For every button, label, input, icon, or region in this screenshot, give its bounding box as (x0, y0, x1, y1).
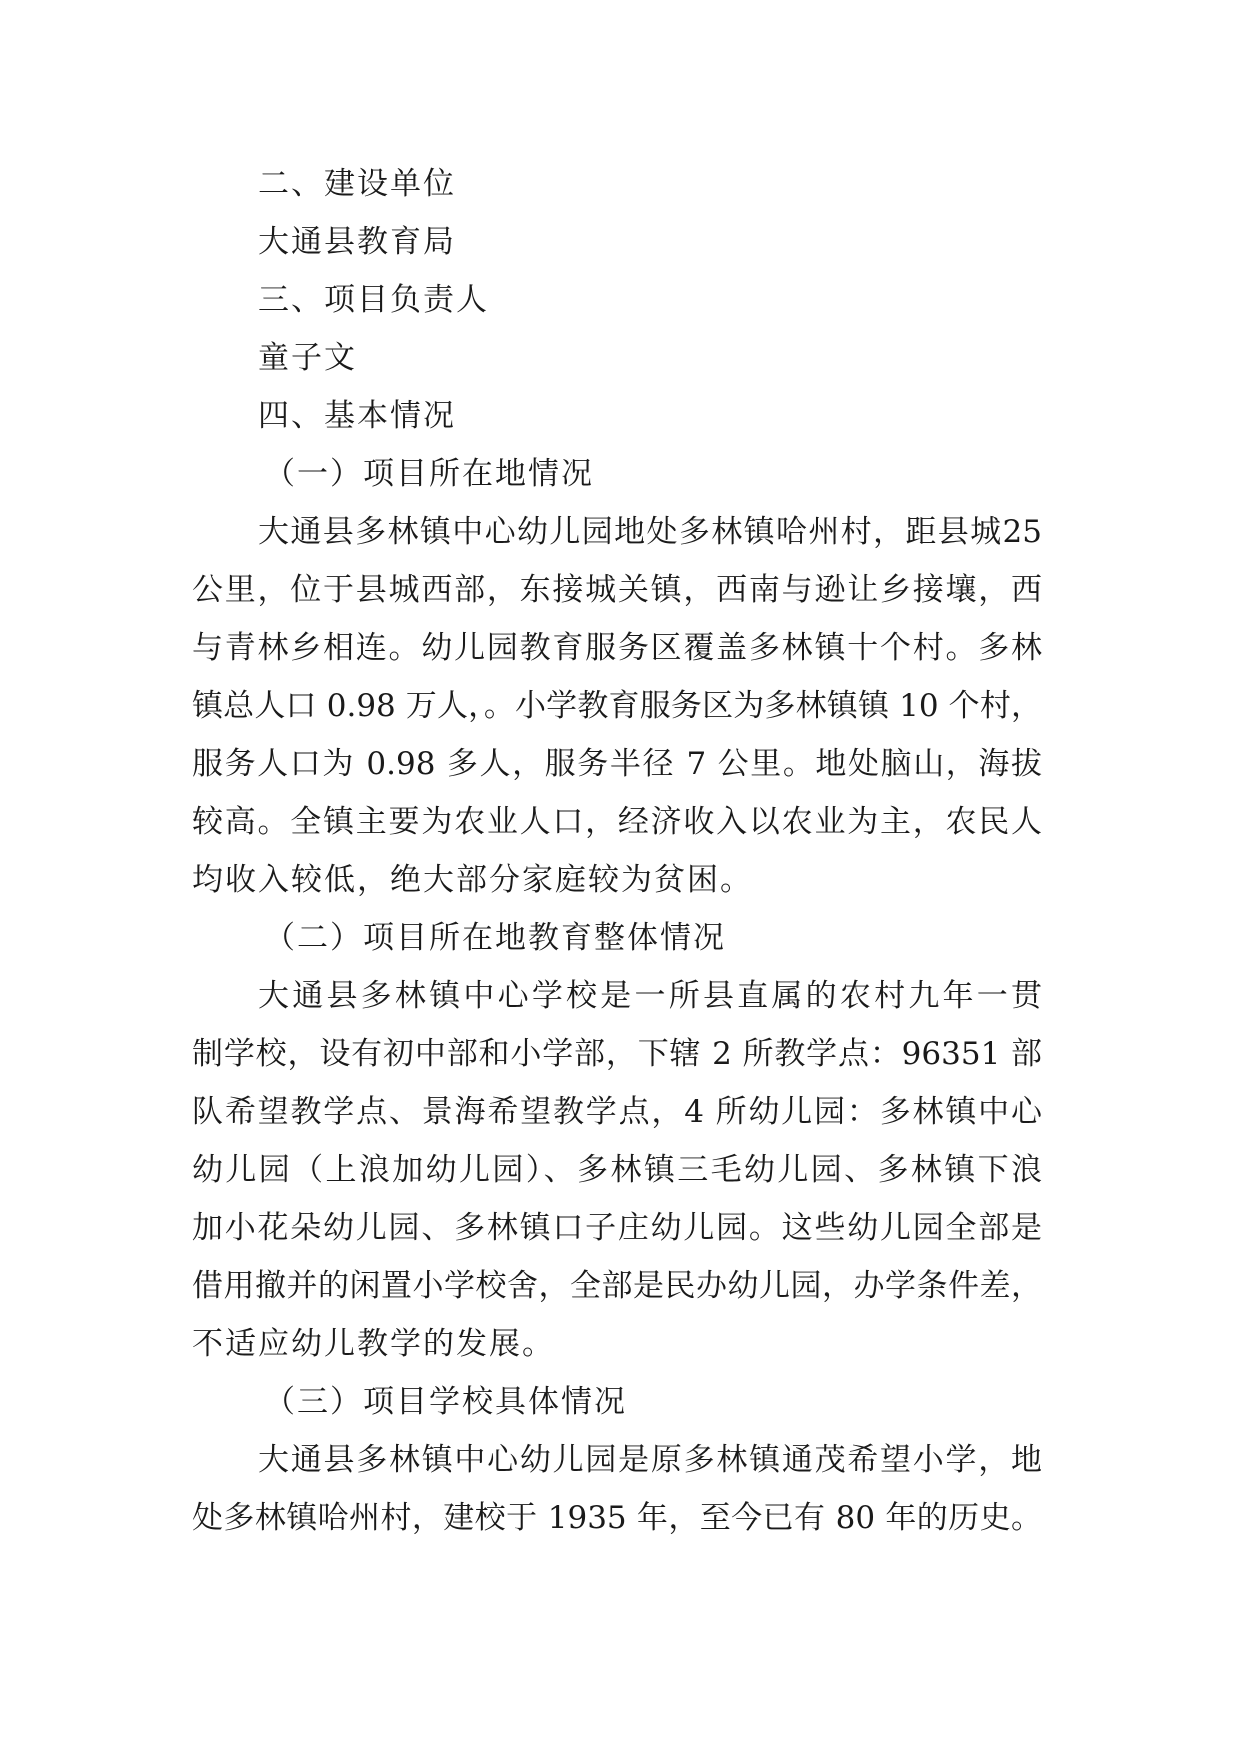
subheading-location: （一）项目所在地情况 (264, 456, 594, 492)
para3-line: 大通县多林镇中心幼儿园是原多林镇通茂希望小学，地 (258, 1442, 1042, 1478)
para3-line: 处多林镇哈州村，建校于 1935 年，至今已有 80 年的历史。 (192, 1500, 1042, 1536)
para2-line: 加小花朵幼儿园、多林镇口子庄幼儿园。这些幼儿园全部是 (192, 1210, 1042, 1246)
para2-line: 幼儿园（上浪加幼儿园）、多林镇三毛幼儿园、多林镇下浪 (192, 1152, 1042, 1188)
para1-line: 公里，位于县城西部，东接城关镇，西南与逊让乡接壤，西 (192, 572, 1042, 608)
subheading-school: （三）项目学校具体情况 (264, 1384, 627, 1420)
para2-line: 大通县多林镇中心学校是一所县直属的农村九年一贯 (258, 978, 1042, 1014)
subheading-education: （二）项目所在地教育整体情况 (264, 920, 726, 956)
para1-line: 与青林乡相连。幼儿园教育服务区覆盖多林镇十个村。多林 (192, 630, 1042, 666)
para1-line: 大通县多林镇中心幼儿园地处多林镇哈州村，距县城25 (258, 514, 1042, 550)
para1-line: 服务人口为 0.98 多人，服务半径 7 公里。地处脑山，海拔 (192, 746, 1042, 782)
heading-basic-info: 四、基本情况 (258, 398, 456, 434)
heading-construction-unit: 二、建设单位 (258, 166, 456, 202)
para1-line: 镇总人口 0.98 万人，。小学教育服务区为多林镇镇 10 个村， (192, 688, 1042, 724)
para1-line: 较高。全镇主要为农业人口，经济收入以农业为主，农民人 (192, 804, 1042, 840)
para2-line: 不适应幼儿教学的发展。 (192, 1326, 555, 1362)
heading-project-leader: 三、项目负责人 (258, 282, 489, 318)
para2-line: 借用撤并的闲置小学校舍，全部是民办幼儿园，办学条件差， (192, 1268, 1042, 1304)
para2-line: 队希望教学点、景海希望教学点，4 所幼儿园：多林镇中心 (192, 1094, 1042, 1130)
para1-line: 均收入较低，绝大部分家庭较为贫困。 (192, 862, 753, 898)
construction-unit-value: 大通县教育局 (258, 224, 456, 260)
para2-line: 制学校，设有初中部和小学部，下辖 2 所教学点：96351 部 (192, 1036, 1042, 1072)
project-leader-value: 童子文 (258, 340, 357, 376)
